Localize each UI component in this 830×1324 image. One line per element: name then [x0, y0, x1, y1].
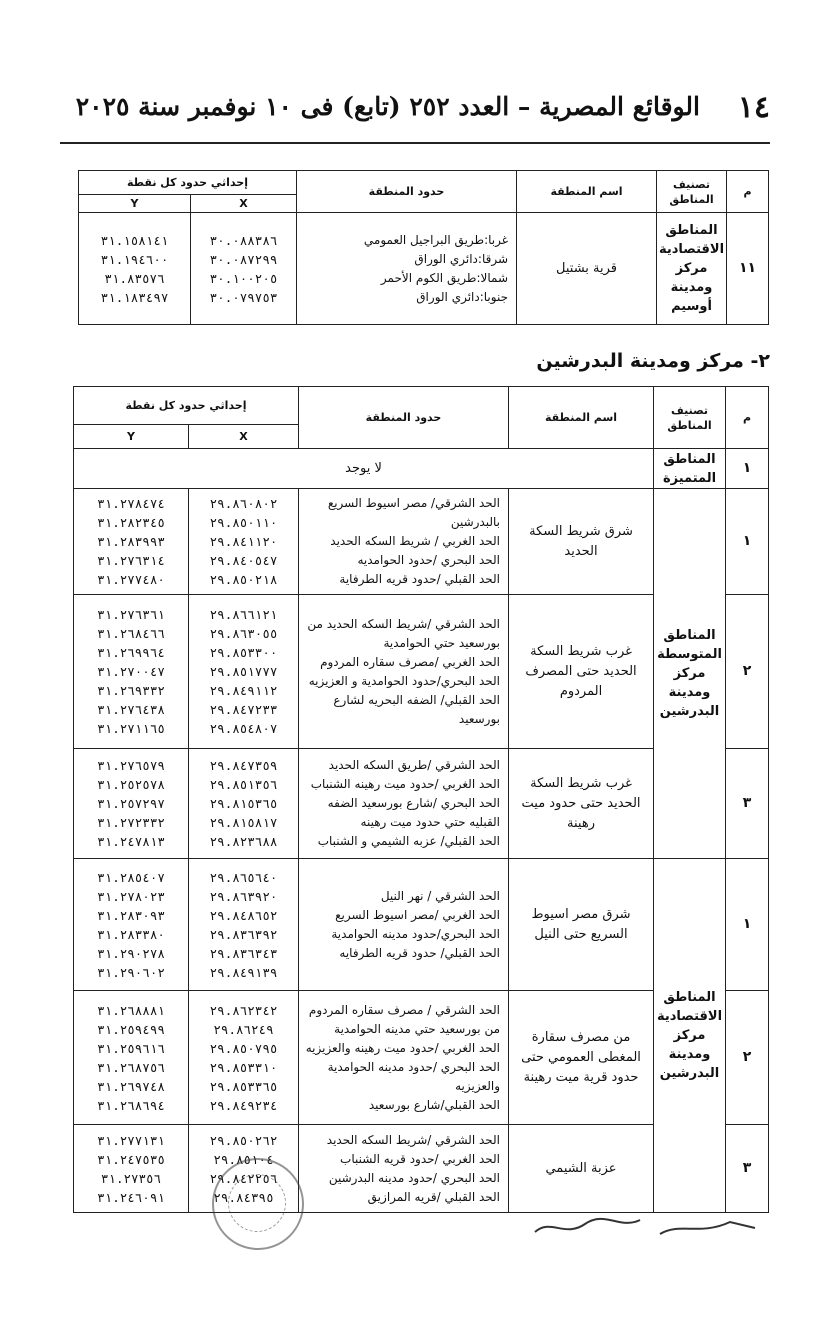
coords-y: ٣١.٢٧٦٣٦١ ٣١.٢٦٨٤٦٦ ٣١.٢٦٩٩٦٤ ٣١.٢٧٠٠٤٧ ٣١.٢٦٩٣٣٢ ٣١.٢٧٦٤٣٨ ٣١.٢٧١١٦٥ — [74, 595, 189, 749]
coords-y: ٣١.٢٦٨٨٨١ ٣١.٢٥٩٤٩٩ ٣١.٢٥٩٦١٦ ٣١.٢٦٨٧٥٦ ٣١.٢٦٩٧٤٨ ٣١.٢٦٨٦٩٤ — [74, 991, 189, 1125]
page-number: ١٤ — [737, 90, 770, 125]
table-badrashin — [73, 386, 769, 1213]
table-row — [79, 213, 769, 325]
zone-name: من مصرف سقارة المغطى العمومي حتى حدود قرية ميت رهينة — [509, 991, 654, 1125]
zone-name: غرب شريط السكة الحديد حتى حدود ميت رهينة — [509, 749, 654, 859]
table-row — [74, 449, 769, 489]
signature-icon — [530, 1210, 760, 1240]
coords-x: ٢٩.٨٦٠٨٠٢ ٢٩.٨٥٠١١٠ ٢٩.٨٤١١٢٠ ٢٩.٨٤٠٥٤٧ ٢٩.٨٥٠٢١٨ — [189, 489, 299, 595]
table-row — [74, 859, 769, 991]
zone-classification: المناطق الاقتصادية مركز ومدينة أوسيم — [657, 213, 727, 325]
header-y: Y — [79, 195, 191, 213]
header-boundaries: حدود المنطقة — [297, 171, 517, 213]
coords-y: ٣١.٢٧٨٤٧٤ ٣١.٢٨٢٣٤٥ ٣١.٢٨٣٩٩٣ ٣١.٢٧٦٣١٤ ٣١.٢٧٧٤٨٠ — [74, 489, 189, 595]
zone-name: قرية بشتيل — [517, 213, 657, 325]
row-number: ١ — [726, 489, 769, 595]
zone-classification: المناطق الاقتصادية مركز ومدينة البدرشين — [654, 859, 726, 1213]
coords-y: ٣١.٢٨٥٤٠٧ ٣١.٢٧٨٠٢٣ ٣١.٢٨٣٠٩٣ ٣١.٢٨٣٣٨٠ ٣١.٢٩٠٢٧٨ ٣١.٢٩٠٦٠٢ — [74, 859, 189, 991]
zone-boundaries: الحد الشرقي/ مصر اسيوط السريع بالبدرشين الحد الغربي / شريط السكه الحديد الحد البحري /حدود الحوامديه الحد القبلي /حدود قريه الطرفاية — [299, 489, 509, 595]
zone-boundaries: الحد الشرقي /شريط السكه الحديد الحد الغربي /حدود قريه الشنباب الحد البحري /حدود مدينه البدرشين الحد القبلي /قريه المرازيق — [299, 1125, 509, 1213]
coords-y: ٣١.٢٧٦٥٧٩ ٣١.٢٥٢٥٧٨ ٣١.٢٥٧٢٩٧ ٣١.٢٧٢٣٣٢ ٣١.٢٤٧٨١٣ — [74, 749, 189, 859]
zone-name: شرق مصر اسيوط السريع حتى النيل — [509, 859, 654, 991]
gazette-title: الوقائع المصرية – العدد ٢٥٢ (تابع) فى ١٠ نوفمبر سنة ٢٠٢٥ — [75, 92, 700, 121]
coords-x: ٢٩.٨٥٠٢٦٢ ٢٩.٨٥١٠٤ ٢٩.٨٤٢٢٥٦ ٢٩.٨٤٣٩٥ — [189, 1125, 299, 1213]
row-number: ٣ — [726, 749, 769, 859]
header-boundaries: حدود المنطقة — [299, 387, 509, 449]
zone-name: عزبة الشيمي — [509, 1125, 654, 1213]
page-header — [60, 84, 770, 144]
zone-boundaries: الحد الشرقي / مصرف سقاره المردوم من بورسعيد حتي مدينه الحوامدية الحد الغربي /حدود ميت رهينه والعزيزيه الحد البحري /حدود مدينه الحوامدية والعزيزيه الحد القبلي/شارع بورسعيد — [299, 991, 509, 1125]
row-number: ١ — [726, 449, 769, 489]
header-x: X — [191, 195, 297, 213]
coords-y: ٣١.١٥٨١٤١ ٣١.١٩٤٦٠٠ ٣١.٨٣٥٧٦ ٣١.١٨٣٤٩٧ — [79, 213, 191, 325]
table-row — [74, 489, 769, 595]
row-number: ٣ — [726, 1125, 769, 1213]
header-classification: تصنيف المناطق — [657, 171, 727, 213]
row-number: ٢ — [726, 991, 769, 1125]
header-m: م — [726, 387, 769, 449]
zone-boundaries: الحد الشرقي /طريق السكه الحديد الحد الغربي /حدود ميت رهينه الشنباب الحد البحري /شارع بورسعيد الضفه القبليه حتي حدود ميت رهينه الحد القبلي/ عزبه الشيمي و الشنباب — [299, 749, 509, 859]
coords-x: ٢٩.٨٦٥٦٤٠ ٢٩.٨٦٣٩٢٠ ٢٩.٨٤٨٦٥٢ ٢٩.٨٣٦٣٩٢ ٢٩.٨٣٦٣٤٣ ٢٩.٨٤٩١٣٩ — [189, 859, 299, 991]
section-title: ٢- مركز ومدينة البدرشين — [536, 350, 770, 372]
header-name: اسم المنطقة — [509, 387, 654, 449]
coords-x: ٢٩.٨٤٧٣٥٩ ٢٩.٨٥١٣٥٦ ٢٩.٨١٥٣٦٥ ٢٩.٨١٥٨١٧ ٢٩.٨٢٣٦٨٨ — [189, 749, 299, 859]
zone-boundaries: الحد الشرقي /شريط السكه الحديد من بورسعيد حتي الحوامدية الحد الغربي /مصرف سقاره المردوم الحد البحري/حدود الحوامدية و العزيزيه الحد القبلي/ الضفه البحريه لشارع بورسعيد — [299, 595, 509, 749]
table-ousim — [78, 170, 769, 325]
header-coords: إحداثي حدود كل نقطة — [79, 171, 297, 195]
coords-x: ٣٠.٠٨٨٣٨٦ ٣٠.٠٨٧٢٩٩ ٣٠.١٠٠٢٠٥ ٣٠.٠٧٩٧٥٣ — [191, 213, 297, 325]
zone-classification: المناطق المتوسطة مركز ومدينة البدرشين — [654, 489, 726, 859]
header-classification: تصنيف المناطق — [654, 387, 726, 449]
row-number: ١ — [726, 859, 769, 991]
header-coords: إحداثي حدود كل نقطة — [74, 387, 299, 425]
coords-y: ٣١.٢٧٧١٣١ ٣١.٢٤٧٥٣٥ ٣١.٢٧٣٥٦ ٣١.٢٤٦٠٩١ — [74, 1125, 189, 1213]
zone-boundaries: غربا:طريق البراجيل العمومي شرقا:دائري الوراق شمالا:طريق الكوم الأحمر جنوبا:دائري الوراق — [297, 213, 517, 325]
header-y: Y — [74, 425, 189, 449]
zone-boundaries: الحد الشرقي / نهر النيل الحد الغربي /مصر اسيوط السريع الحد البحري/حدود مدينه الحوامدية الحد القبلي/ حدود قريه الطرفايه — [299, 859, 509, 991]
coords-x: ٢٩.٨٦٢٣٤٢ ٢٩.٨٦٢٤٩ ٢٩.٨٥٠٧٩٥ ٢٩.٨٥٣٣١٠ ٢٩.٨٥٣٣٦٥ ٢٩.٨٤٩٢٣٤ — [189, 991, 299, 1125]
official-stamp-icon — [212, 1158, 304, 1250]
header-name: اسم المنطقة — [517, 171, 657, 213]
zone-classification: المناطق المتميزة — [654, 449, 726, 489]
zone-name: شرق شريط السكة الحديد — [509, 489, 654, 595]
header-m: م — [727, 171, 769, 213]
coords-x: ٢٩.٨٦٦١٢١ ٢٩.٨٦٣٠٥٥ ٢٩.٨٥٣٣٠٠ ٢٩.٨٥١٧٧٧ ٢٩.٨٤٩١١٢ ٢٩.٨٤٧٢٣٣ ٢٩.٨٥٤٨٠٧ — [189, 595, 299, 749]
header-x: X — [189, 425, 299, 449]
row-number: ١١ — [727, 213, 769, 325]
zone-name: غرب شريط السكة الحديد حتى المصرف المردوم — [509, 595, 654, 749]
row-number: ٢ — [726, 595, 769, 749]
no-zones-text: لا يوجد — [74, 449, 654, 489]
